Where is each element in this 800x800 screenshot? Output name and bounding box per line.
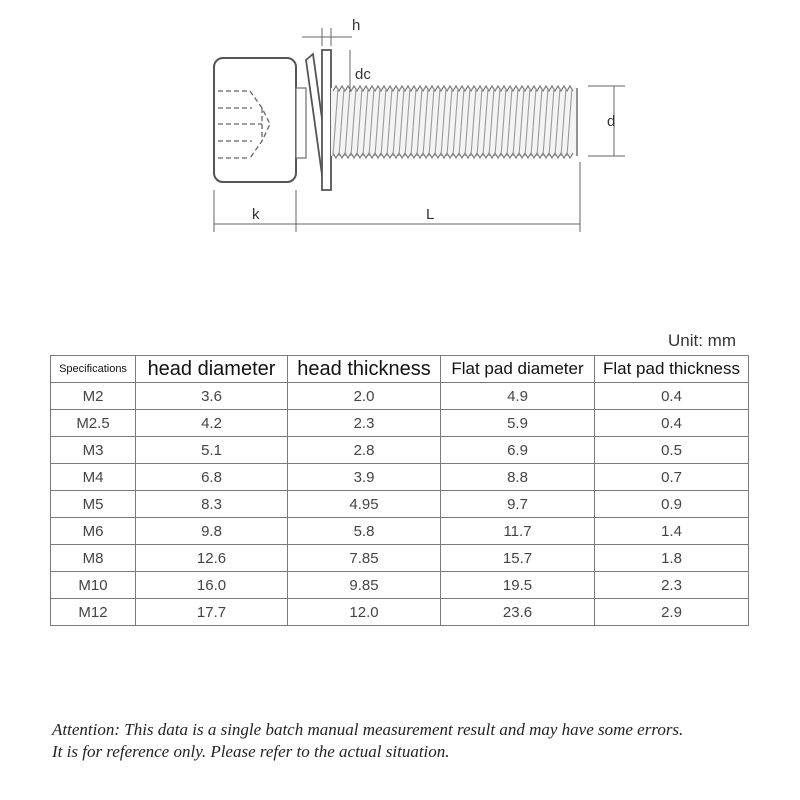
header-head-diameter: head diameter: [136, 356, 288, 383]
cell-head-diameter: 3.6: [136, 383, 288, 410]
threaded-shank: [331, 86, 577, 158]
cell-flat-pad-thickness: 0.5: [595, 437, 749, 464]
cell-head-diameter: 9.8: [136, 518, 288, 545]
cell-head-thickness: 2.8: [288, 437, 441, 464]
cell-head-diameter: 4.2: [136, 410, 288, 437]
cell-head-thickness: 9.85: [288, 572, 441, 599]
cell-head-diameter: 16.0: [136, 572, 288, 599]
screw-head: [214, 58, 296, 182]
table-row: [51, 572, 749, 599]
cell-flat-pad-thickness: 0.7: [595, 464, 749, 491]
cell-head-thickness: 3.9: [288, 464, 441, 491]
cell-spec: M4: [51, 464, 136, 491]
cell-flat-pad-diameter: 19.5: [441, 572, 595, 599]
cell-flat-pad-diameter: 23.6: [441, 599, 595, 626]
cell-head-thickness: 12.0: [288, 599, 441, 626]
header-head-thickness: head thickness: [288, 356, 441, 383]
header-flat-pad-diameter: Flat pad diameter: [441, 356, 595, 383]
table-header-row: [51, 356, 749, 383]
cell-spec: M12: [51, 599, 136, 626]
cell-flat-pad-diameter: 5.9: [441, 410, 595, 437]
flat-pad: [322, 50, 331, 190]
attention-line-1: Attention: This data is a single batch manual measurement result and may have some errors.: [52, 720, 684, 739]
cell-flat-pad-thickness: 2.9: [595, 599, 749, 626]
label-dc: dc: [355, 66, 371, 83]
label-k: k: [252, 206, 260, 223]
cell-flat-pad-thickness: 0.9: [595, 491, 749, 518]
cell-head-thickness: 2.0: [288, 383, 441, 410]
cell-head-diameter: 8.3: [136, 491, 288, 518]
cell-head-thickness: 4.95: [288, 491, 441, 518]
table-row: [51, 599, 749, 626]
cell-flat-pad-diameter: 8.8: [441, 464, 595, 491]
table-row: [51, 437, 749, 464]
cell-spec: M8: [51, 545, 136, 572]
label-L: L: [426, 206, 435, 223]
cell-spec: M5: [51, 491, 136, 518]
attention-line-2: It is for reference only. Please refer to the actual situation.: [52, 742, 450, 761]
table-row: [51, 491, 749, 518]
screw-dimension-diagram: [0, 0, 800, 250]
table-row: [51, 383, 749, 410]
cell-head-thickness: 5.8: [288, 518, 441, 545]
header-flat-pad-thickness: Flat pad thickness: [595, 356, 749, 383]
header-specifications: Specifications: [51, 356, 136, 383]
cell-flat-pad-thickness: 0.4: [595, 410, 749, 437]
cell-spec: M2: [51, 383, 136, 410]
cell-flat-pad-diameter: 9.7: [441, 491, 595, 518]
table-row: [51, 518, 749, 545]
cell-flat-pad-thickness: 0.4: [595, 383, 749, 410]
cell-head-diameter: 12.6: [136, 545, 288, 572]
screw-neck: [296, 88, 306, 158]
cell-flat-pad-thickness: 2.3: [595, 572, 749, 599]
cell-flat-pad-diameter: 4.9: [441, 383, 595, 410]
cell-spec: M3: [51, 437, 136, 464]
cell-head-diameter: 5.1: [136, 437, 288, 464]
label-h: h: [352, 17, 361, 34]
cell-head-thickness: 2.3: [288, 410, 441, 437]
cell-flat-pad-diameter: 11.7: [441, 518, 595, 545]
cell-head-thickness: 7.85: [288, 545, 441, 572]
dimension-L: [296, 162, 580, 232]
cell-flat-pad-diameter: 15.7: [441, 545, 595, 572]
cell-head-diameter: 6.8: [136, 464, 288, 491]
cell-flat-pad-thickness: 1.8: [595, 545, 749, 572]
table-row: [51, 464, 749, 491]
unit-label: Unit: mm: [668, 331, 736, 350]
cell-flat-pad-thickness: 1.4: [595, 518, 749, 545]
cell-spec: M10: [51, 572, 136, 599]
cell-spec: M2.5: [51, 410, 136, 437]
cell-spec: M6: [51, 518, 136, 545]
cell-head-diameter: 17.7: [136, 599, 288, 626]
label-d: d: [607, 113, 616, 130]
dimension-h: [302, 28, 352, 46]
specification-table: [50, 355, 749, 626]
attention-note: [52, 719, 683, 763]
cell-flat-pad-diameter: 6.9: [441, 437, 595, 464]
table-row: [51, 545, 749, 572]
table-row: [51, 410, 749, 437]
